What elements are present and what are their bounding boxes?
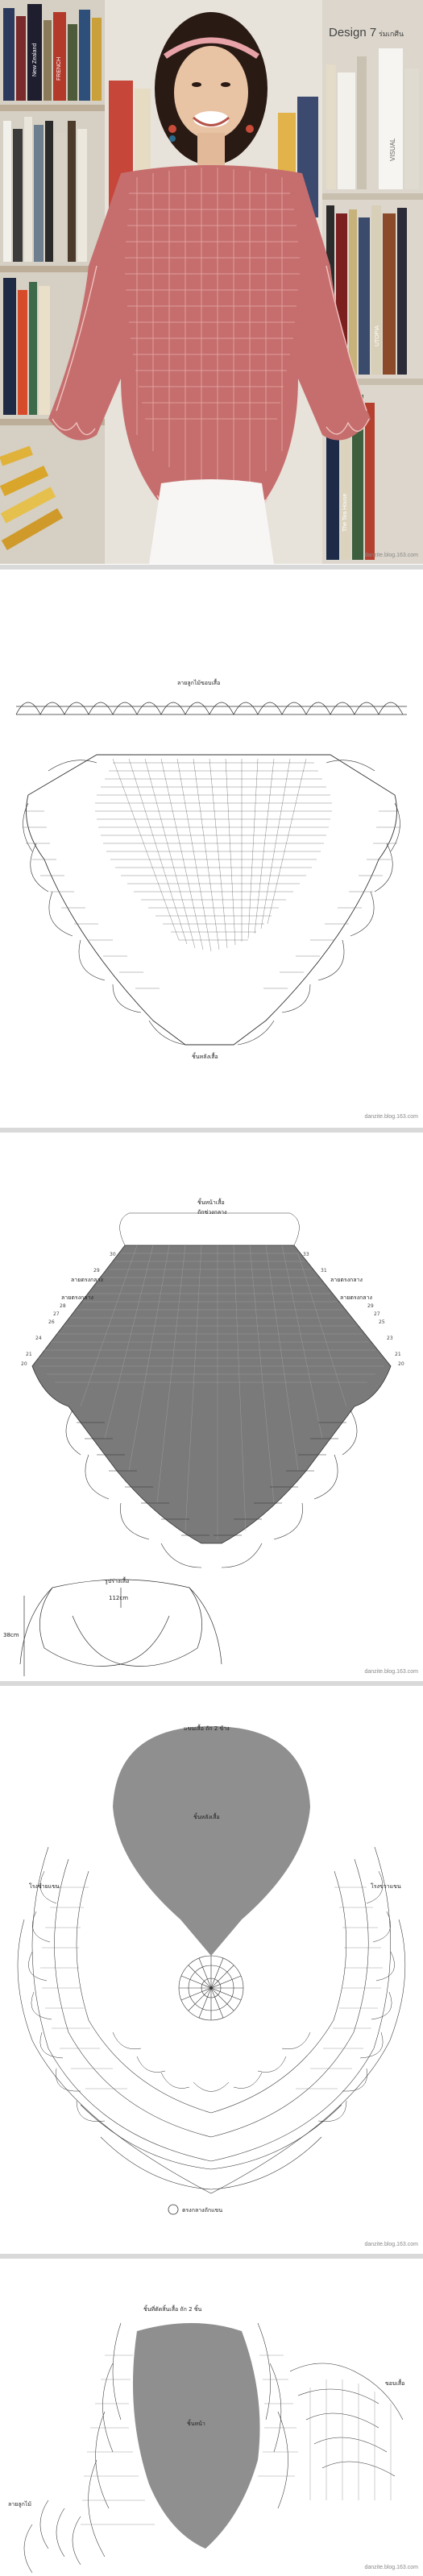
right-pattern-label: ลายตรงกลาง xyxy=(340,1294,372,1301)
row-number: 21 xyxy=(395,1352,401,1357)
front-panel-label: ชิ้นที่ตัดสิ้นเสื้อ ถัก 2 ชิ้น xyxy=(143,2306,202,2313)
front-panel-chart xyxy=(0,2259,423,2576)
watermark: danzite.blog.163.com xyxy=(364,1114,418,1120)
design-sub-label: ร่มเกศีน xyxy=(379,31,404,39)
schematic-title: รูปร่างเสื้อ xyxy=(105,1578,130,1584)
left-pattern-label: ลายตรงกลาง xyxy=(71,1277,103,1283)
center-note: ตรงกลางถักแขน xyxy=(182,2207,223,2214)
row-number: 23 xyxy=(387,1336,393,1341)
row-number: 29 xyxy=(367,1303,374,1309)
right-sleeve-label: โรงขวาแขน xyxy=(371,1883,401,1890)
row-number: 27 xyxy=(374,1311,380,1317)
front-piece-chart xyxy=(0,1133,423,1681)
row-number: 28 xyxy=(60,1303,66,1309)
photo-panel xyxy=(0,0,423,564)
front-panel-diagram xyxy=(0,2259,423,2576)
design-label: Design 7 xyxy=(329,26,377,39)
top-border-label: ลายลูกไม้ขอบเสื้อ xyxy=(177,680,221,686)
front-piece-label: ชิ้นหน้าเสื้อ xyxy=(197,1199,225,1206)
book-spine-text: UTOPIA xyxy=(375,325,380,346)
row-number: 24 xyxy=(35,1336,42,1341)
left-pattern-label: ลายตรงกลาง xyxy=(61,1294,93,1301)
watermark: danzite.blog.163.com xyxy=(364,1669,418,1675)
left-sleeve-label: โรงซ้ายแขน xyxy=(29,1883,60,1890)
schematic-width: 112cm xyxy=(109,1595,129,1601)
row-number: 26 xyxy=(48,1319,55,1325)
row-number: 20 xyxy=(21,1361,27,1367)
row-number: 29 xyxy=(93,1268,100,1274)
back-piece-diagram xyxy=(0,569,423,1128)
sleeve-chart xyxy=(0,1686,423,2254)
row-number: 31 xyxy=(321,1268,327,1274)
book-spine-text: The Tea House xyxy=(342,493,348,532)
watermark: danzite.blog.163.com xyxy=(364,2242,418,2247)
model-photo xyxy=(0,0,423,564)
back-piece-label: ชิ้นหลังเสื้อ xyxy=(192,1054,218,1060)
row-number: 25 xyxy=(379,1319,385,1325)
back-shape-label: ชิ้นหลังเสื้อ xyxy=(193,1814,220,1820)
lace-label: ลายลูกไม้ xyxy=(8,2501,31,2508)
sleeve-label: แขนเสื้อ ถัก 2 ข้าง xyxy=(184,1725,230,1732)
row-number: 27 xyxy=(53,1311,60,1317)
front-shape-label: ชิ้นหน้า xyxy=(187,2421,205,2427)
row-number: 30 xyxy=(110,1252,116,1257)
book-spine-text: New Zealand xyxy=(32,43,38,77)
back-piece-chart xyxy=(0,569,423,1128)
book-spine-text: FRENCH xyxy=(56,56,62,81)
front-piece-sub-label: ถักช่วงกลาง xyxy=(197,1209,227,1216)
watermark: danzite.blog.163.com xyxy=(364,2565,418,2570)
watermark: danzite.blog.163.com xyxy=(364,553,418,558)
book-spine-text: VISUAL xyxy=(389,138,396,161)
row-number: 20 xyxy=(398,1361,404,1367)
sleeve-diagram xyxy=(0,1686,423,2254)
schematic-height: 38cm xyxy=(3,1632,19,1638)
row-number: 21 xyxy=(26,1352,32,1357)
row-number: 33 xyxy=(303,1252,309,1257)
edge-label: ขอบเสื้อ xyxy=(385,2380,405,2387)
right-pattern-label: ลายตรงกลาง xyxy=(330,1277,363,1283)
